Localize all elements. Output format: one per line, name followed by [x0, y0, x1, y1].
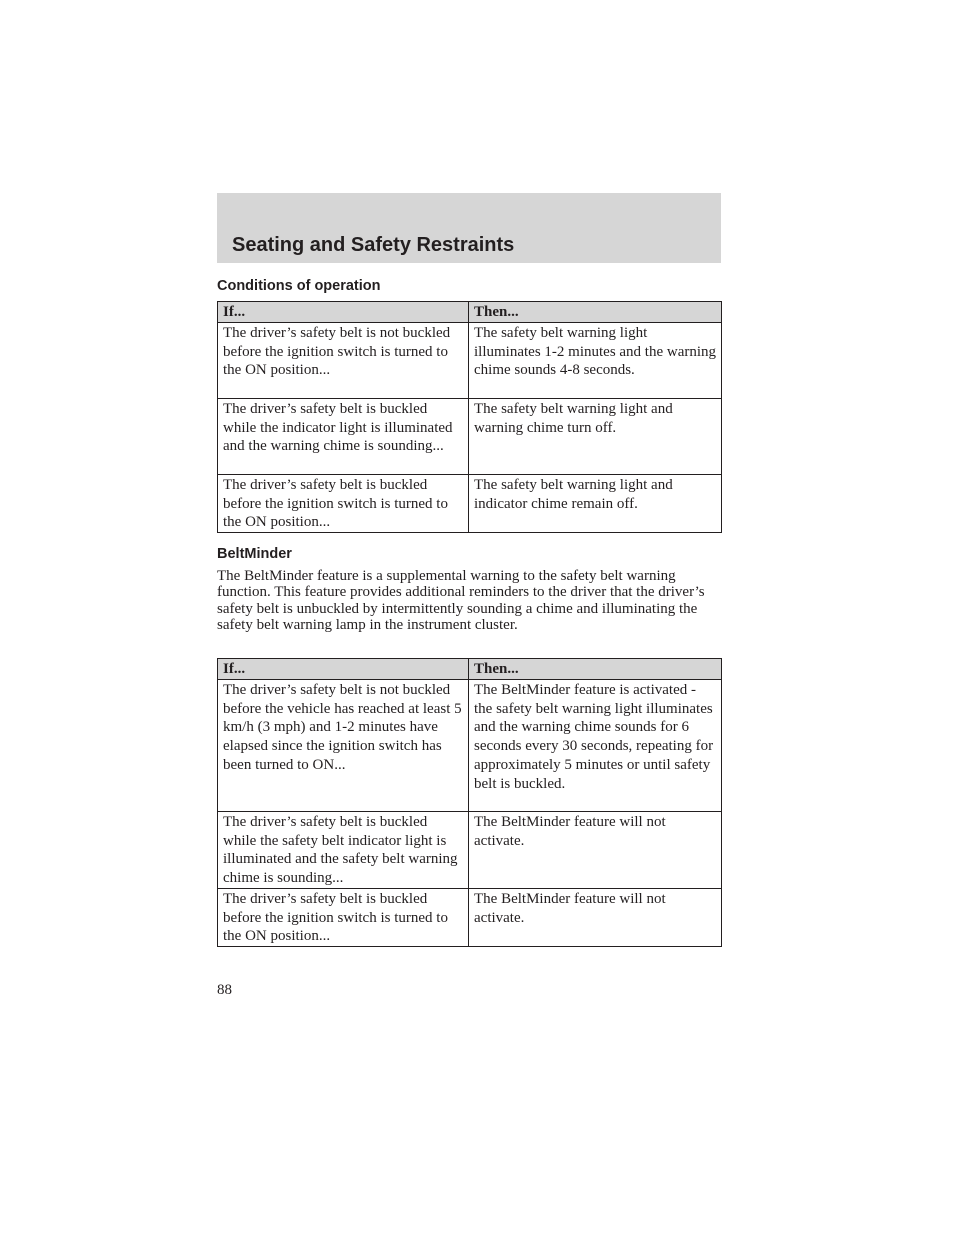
- table-header-row: [218, 302, 722, 323]
- then-cell: The safety belt warning light and warning chime turn off.: [469, 399, 722, 475]
- if-cell: The driver’s safety belt is not buckled before the vehicle has reached at least 5 km/h (3 mph) and 1-2 minutes have elapsed since the ignition switch has been turned to ON...: [218, 680, 469, 812]
- then-cell: The BeltMinder feature is activated - the safety belt warning light illuminates and the warning chime sounds for 6 seconds every 30 seconds, repeating for approximately 5 minutes or until safety belt is buckled.: [469, 680, 722, 812]
- conditions-heading: Conditions of operation: [217, 278, 381, 294]
- table-row: [218, 888, 722, 946]
- then-cell: The BeltMinder feature will not activate.: [469, 812, 722, 889]
- table-header-row: [218, 659, 722, 680]
- table-row: [218, 475, 722, 533]
- beltminder-paragraph: The BeltMinder feature is a supplemental warning to the safety belt warning function. This feature provides additional reminders to the driver that the driver’s safety belt is unbuckled by intermittently sounding a chime and illuminating the safety belt warning lamp in the instrument cluster.: [217, 568, 705, 634]
- then-cell: The safety belt warning light and indicator chime remain off.: [469, 475, 722, 533]
- if-cell: The driver’s safety belt is buckled before the ignition switch is turned to the ON position...: [218, 475, 469, 533]
- section-header-band: [217, 193, 721, 263]
- column-header-then: Then...: [469, 302, 722, 323]
- conditions-table: [217, 301, 722, 533]
- then-cell: The BeltMinder feature will not activate.: [469, 888, 722, 946]
- then-cell: The safety belt warning light illuminates 1-2 minutes and the warning chime sounds 4-8 seconds.: [469, 323, 722, 399]
- table-row: [218, 323, 722, 399]
- beltminder-table: [217, 658, 722, 947]
- column-header-then: Then...: [469, 659, 722, 680]
- table-row: [218, 399, 722, 475]
- beltminder-heading: BeltMinder: [217, 546, 292, 562]
- if-cell: The driver’s safety belt is not buckled before the ignition switch is turned to the ON position...: [218, 323, 469, 399]
- if-cell: The driver’s safety belt is buckled before the ignition switch is turned to the ON position...: [218, 888, 469, 946]
- section-title: Seating and Safety Restraints: [232, 234, 515, 256]
- column-header-if: If...: [218, 659, 469, 680]
- column-header-if: If...: [218, 302, 469, 323]
- if-cell: The driver’s safety belt is buckled while the indicator light is illuminated and the warning chime is sounding...: [218, 399, 469, 475]
- page-number: 88: [217, 982, 232, 998]
- if-cell: The driver’s safety belt is buckled while the safety belt indicator light is illuminated and the safety belt warning chime is sounding...: [218, 812, 469, 889]
- table-row: [218, 812, 722, 889]
- table-row: [218, 680, 722, 812]
